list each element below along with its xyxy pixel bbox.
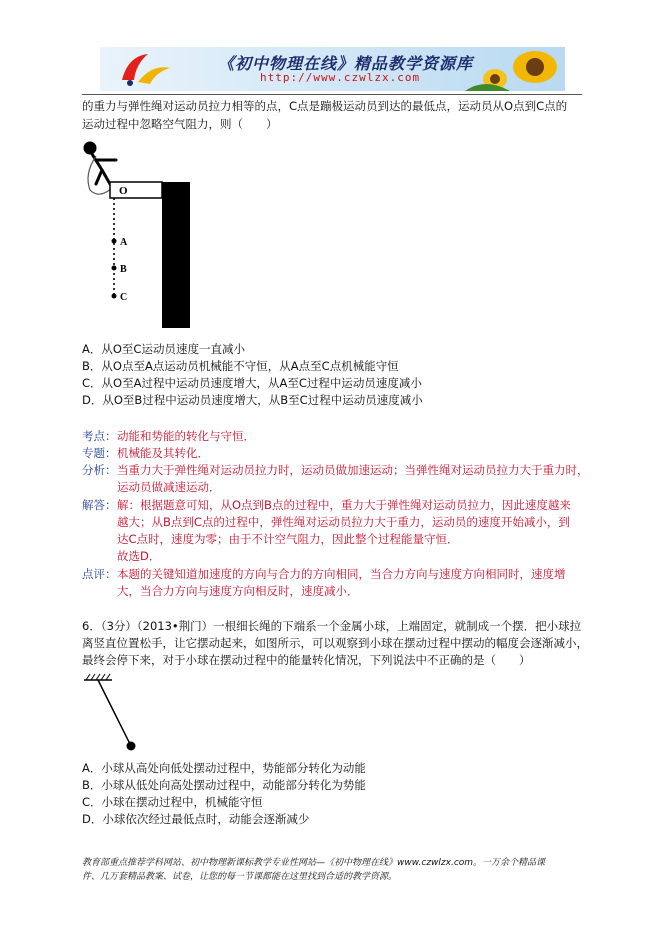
- pendulum-ball-icon: [127, 742, 136, 751]
- platform: [110, 182, 162, 198]
- fenxi-line1: 当重力大于弹性绳对运动员拉力时，运动员做加速运动；当弹性绳对运动员拉力大于重力时，: [117, 463, 589, 477]
- dianping-line2: 大，当合力方向与速度方向相反时，速度减小．: [117, 584, 359, 598]
- tower: [162, 182, 190, 328]
- q6-option-a: A．小球从高处向低处摆动过程中，势能部分转化为动能: [82, 761, 366, 775]
- footer-line1: 教育部重点推荐学科网站、初中物理新课标教学专业性网站—《初中物理在线》www.czwlzx.com。一万余个精品课: [82, 858, 546, 868]
- q5-option-c: C．从O至A过程中运动员速度增大，从A至C过程中运动员速度减小: [82, 376, 422, 390]
- fenxi-label: 分析：: [82, 463, 117, 477]
- q6-stem-line2: 离竖直位置松手，让它摆动起来，如图所示，可以观察到小球在摆动过程中摆动的幅度会逐渐减小，: [82, 636, 588, 650]
- kaodian-label: 考点：: [82, 429, 117, 443]
- q5-stem-line2: 运动过程中忽略空气阻力，则（ ）: [82, 117, 278, 131]
- banner-title: 《初中物理在线》精品教学资源库: [218, 54, 474, 73]
- q6-stem-line1: 6．（3分）（2013•荆门）一根细长绳的下端系一个金属小球，上端固定，就制成一个摆．把小球拉: [82, 619, 582, 633]
- dianping-line1: 本题的关键知道加速度的方向与合力的方向相同，当合力方向与速度方向相同时，速度增: [117, 567, 566, 581]
- footer-line2: 件、几万套精品教案、试卷，让您的每一节课都能在这里找到合适的教学资源。: [82, 872, 398, 882]
- jieda-label: 解答：: [82, 498, 117, 512]
- q6-stem-line3: 最终会停下来，对于小球在摆动过程中的能量转化情况，下列说法中不正确的是（ ）: [82, 653, 531, 667]
- q6-option-d: D．小球依次经过最低点时，动能会逐渐减少: [82, 812, 310, 826]
- fenxi-line2: 运动员做减速运动．: [117, 480, 221, 494]
- q6-pendulum-figure: [80, 672, 150, 754]
- kaodian-text: 动能和势能的转化与守恒．: [117, 429, 255, 443]
- label-a: A: [120, 237, 128, 248]
- site-logo-icon: [108, 50, 188, 88]
- label-c: C: [120, 292, 128, 303]
- jieda-line4: 故选D．: [117, 549, 161, 563]
- q5-option-b: B．从O点至A点运动员机械能不守恒，从A点至C点机械能守恒: [82, 359, 399, 373]
- label-o: O: [119, 185, 128, 197]
- dianping-label: 点评：: [82, 567, 117, 581]
- jumper-icon: [85, 143, 116, 184]
- zhuanti-text: 机械能及其转化．: [117, 446, 209, 460]
- label-b: B: [120, 264, 127, 275]
- q6-option-c: C．小球在摆动过程中，机械能守恒: [82, 795, 263, 809]
- q5-bungee-figure: [80, 138, 200, 333]
- jieda-line3: 达C点时，速度为零；由于不计空气阻力，因此整个过程能量守恒．: [117, 532, 459, 546]
- header-divider: [82, 94, 582, 95]
- q5-stem-line1: 的重力与弹性绳对运动员拉力相等的点，C点是蹦极运动员到达的最低点，运动员从O点到C点的: [82, 99, 568, 113]
- banner-url: http://www.czwlzx.com: [260, 71, 421, 84]
- jieda-line2: 越大；从B点到C点的过程中，弹性绳对运动员拉力大于重力，运动员的速度开始减小，到: [117, 515, 570, 529]
- jieda-line1: 解：根据题意可知，从O点到B点的过程中，重力大于弹性绳对运动员拉力，因此速度越来: [117, 498, 571, 512]
- zhuanti-label: 专题：: [82, 446, 117, 460]
- q5-option-a: A．从O至C运动员速度一直减小: [82, 342, 245, 356]
- q6-option-b: B．小球从低处向高处摆动过程中，动能部分转化为势能: [82, 778, 366, 792]
- header-banner: [100, 47, 565, 91]
- sunflower-decoration-icon: [465, 47, 565, 91]
- q5-option-d: D．从O至B过程中运动员速度增大，从B至C过程中运动员速度减小: [82, 393, 423, 407]
